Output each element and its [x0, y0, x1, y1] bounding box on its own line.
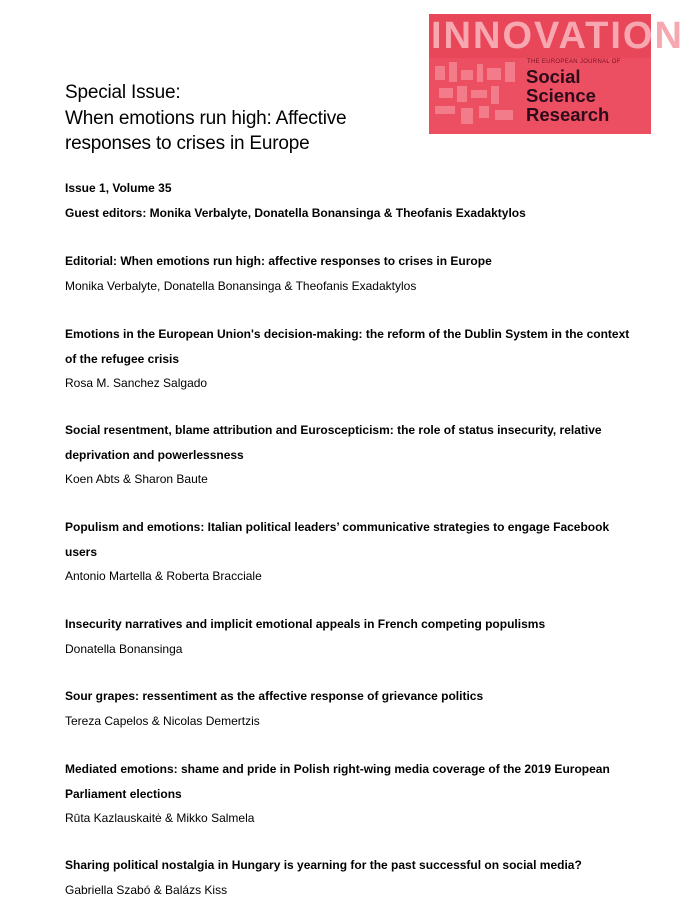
article-title: Insecurity narratives and implicit emotional appeals in French competing populisms [65, 617, 546, 631]
article-title: Mediated emotions: shame and pride in Polish right-wing media coverage of the 2019 European Parliament elections [65, 762, 610, 801]
article-entry [65, 612, 635, 661]
cover-banner-text: INNOVATION [431, 15, 684, 57]
article-authors: Antonio Martella & Roberta Bracciale [65, 569, 262, 583]
article-title: Editorial: When emotions run high: affective responses to crises in Europe [65, 254, 492, 268]
article-authors: Rūta Kazlauskaitė & Mikko Salmela [65, 811, 255, 825]
article-title: Populism and emotions: Italian political leaders’ communicative strategies to engage Facebook users [65, 520, 610, 559]
issue-title-line: responses to crises in Europe [65, 133, 310, 154]
article-entry [65, 418, 635, 491]
article-entry [65, 249, 635, 298]
cover-journal-title [526, 67, 609, 124]
article-authors: Rosa M. Sanchez Salgado [65, 376, 208, 390]
article-authors: Monika Verbalyte, Donatella Bonansinga & Theofanis Exadaktylos [65, 278, 417, 293]
article-title: Sour grapes: ressentiment as the affective response of grievance politics [65, 689, 484, 703]
issue-number: Issue 1, Volume 35 [65, 181, 172, 195]
article-authors: Koen Abts & Sharon Baute [65, 472, 208, 486]
cover-title-line: Science [526, 85, 596, 106]
article-authors: Donatella Bonansinga [65, 641, 183, 656]
article-entry [65, 322, 635, 395]
article-authors: Gabriella Szabó & Balázs Kiss [65, 882, 228, 897]
cover-subtitle: THE EUROPEAN JOURNAL OF [527, 59, 621, 65]
article-title: Sharing political nostalgia in Hungary is yearning for the past successful on social media? [65, 858, 582, 872]
article-title: Social resentment, blame attribution and Euroscepticism: the role of status insecurity, relative deprivation and powerlessness [65, 423, 602, 462]
guest-editors: Guest editors: Monika Verbalyte, Donatella Bonansinga & Theofanis Exadaktylos [65, 206, 526, 220]
journal-cover [429, 14, 684, 134]
article-authors: Tereza Capelos & Nicolas Demertzis [65, 713, 260, 728]
cover-mosaic-graphic [435, 62, 519, 128]
article-entry [65, 757, 635, 830]
article-entry [65, 684, 635, 733]
article-entry [65, 515, 635, 588]
special-issue-title [65, 80, 346, 157]
issue-title-line: Special Issue: [65, 82, 181, 103]
cover-title-line: Research [526, 104, 610, 125]
issue-title-line: When emotions run high: Affective [65, 107, 347, 129]
article-title: Emotions in the European Union's decision-making: the reform of the Dublin System in the context of the refugee crisis [65, 327, 630, 366]
cover-title-line: Social [526, 66, 581, 87]
article-entry [65, 853, 635, 902]
